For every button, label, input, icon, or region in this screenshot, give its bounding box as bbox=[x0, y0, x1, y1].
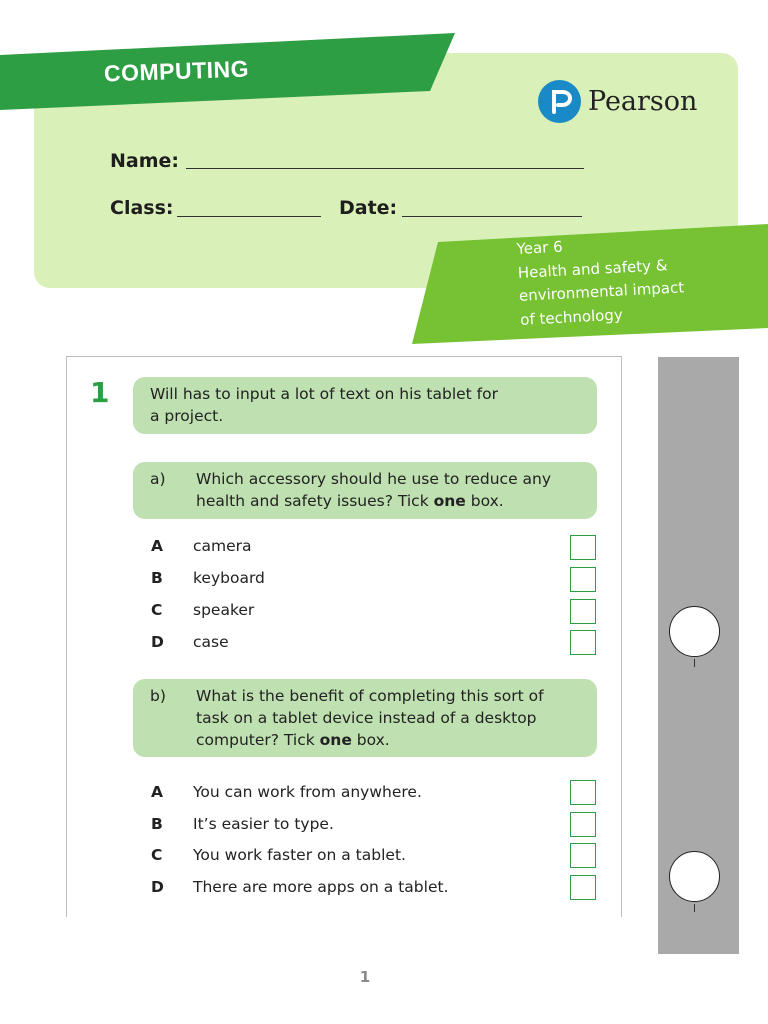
tick-box-b-c[interactable] bbox=[570, 843, 596, 868]
part-b-prompt bbox=[133, 679, 597, 757]
prompt-line: task on a tablet device instead of a desktop bbox=[196, 709, 537, 727]
pearson-wordmark: Pearson bbox=[588, 86, 698, 117]
tick-box-b-b[interactable] bbox=[570, 812, 596, 837]
option-text: case bbox=[193, 633, 229, 651]
option-letter: A bbox=[151, 783, 163, 801]
part-a-prompt bbox=[133, 462, 597, 519]
option-letter: C bbox=[151, 846, 163, 864]
topic-text bbox=[516, 225, 761, 331]
option-text: speaker bbox=[193, 601, 255, 619]
stem-line: a project. bbox=[150, 407, 224, 425]
page-number: 1 bbox=[359, 968, 371, 986]
prompt-line: health and safety issues? Tick one box. bbox=[196, 492, 504, 510]
tick-box-a-d[interactable] bbox=[570, 630, 596, 655]
option-letter: A bbox=[151, 537, 163, 555]
tick-box-a-b[interactable] bbox=[570, 567, 596, 592]
option-text: There are more apps on a tablet. bbox=[193, 878, 449, 896]
prompt-line: What is the benefit of completing this sort of bbox=[196, 687, 544, 705]
option-text: It’s easier to type. bbox=[193, 815, 334, 833]
option-letter: D bbox=[151, 878, 164, 896]
part-letter: a) bbox=[150, 470, 166, 488]
topic-line: Health and safety & bbox=[517, 255, 668, 282]
tick-box-b-d[interactable] bbox=[570, 875, 596, 900]
topic-line: environmental impact bbox=[518, 278, 685, 305]
stem-line: Will has to input a lot of text on his tablet for bbox=[150, 385, 498, 403]
option-text: You can work from anywhere. bbox=[193, 783, 422, 801]
year-line: Year 6 bbox=[516, 237, 564, 258]
subject-title: COMPUTING bbox=[103, 55, 250, 87]
tick-box-b-a[interactable] bbox=[570, 780, 596, 805]
mark-value bbox=[694, 904, 695, 912]
question-number: 1 bbox=[90, 376, 110, 409]
date-label: Date: bbox=[339, 197, 398, 219]
option-text: camera bbox=[193, 537, 252, 555]
option-letter: B bbox=[151, 569, 163, 587]
question-stem bbox=[133, 377, 597, 434]
class-field[interactable] bbox=[177, 216, 321, 217]
date-field[interactable] bbox=[402, 216, 582, 217]
topic-line: of technology bbox=[519, 305, 624, 329]
prompt-line: computer? Tick one box. bbox=[196, 731, 390, 749]
tick-box-a-a[interactable] bbox=[570, 535, 596, 560]
option-letter: C bbox=[151, 601, 163, 619]
option-letter: D bbox=[151, 633, 164, 651]
question-frame bbox=[66, 356, 622, 917]
name-field[interactable] bbox=[186, 168, 584, 169]
part-letter: b) bbox=[150, 687, 166, 705]
option-text: You work faster on a tablet. bbox=[193, 846, 406, 864]
pearson-p-icon bbox=[538, 80, 581, 123]
mark-box-a[interactable] bbox=[669, 606, 720, 657]
name-label: Name: bbox=[110, 150, 180, 172]
pearson-logo bbox=[538, 80, 697, 123]
prompt-line: Which accessory should he use to reduce any bbox=[196, 470, 552, 488]
mark-box-b[interactable] bbox=[669, 851, 720, 902]
class-label: Class: bbox=[110, 197, 174, 219]
option-letter: B bbox=[151, 815, 163, 833]
mark-value bbox=[694, 659, 695, 667]
option-text: keyboard bbox=[193, 569, 265, 587]
tick-box-a-c[interactable] bbox=[570, 599, 596, 624]
